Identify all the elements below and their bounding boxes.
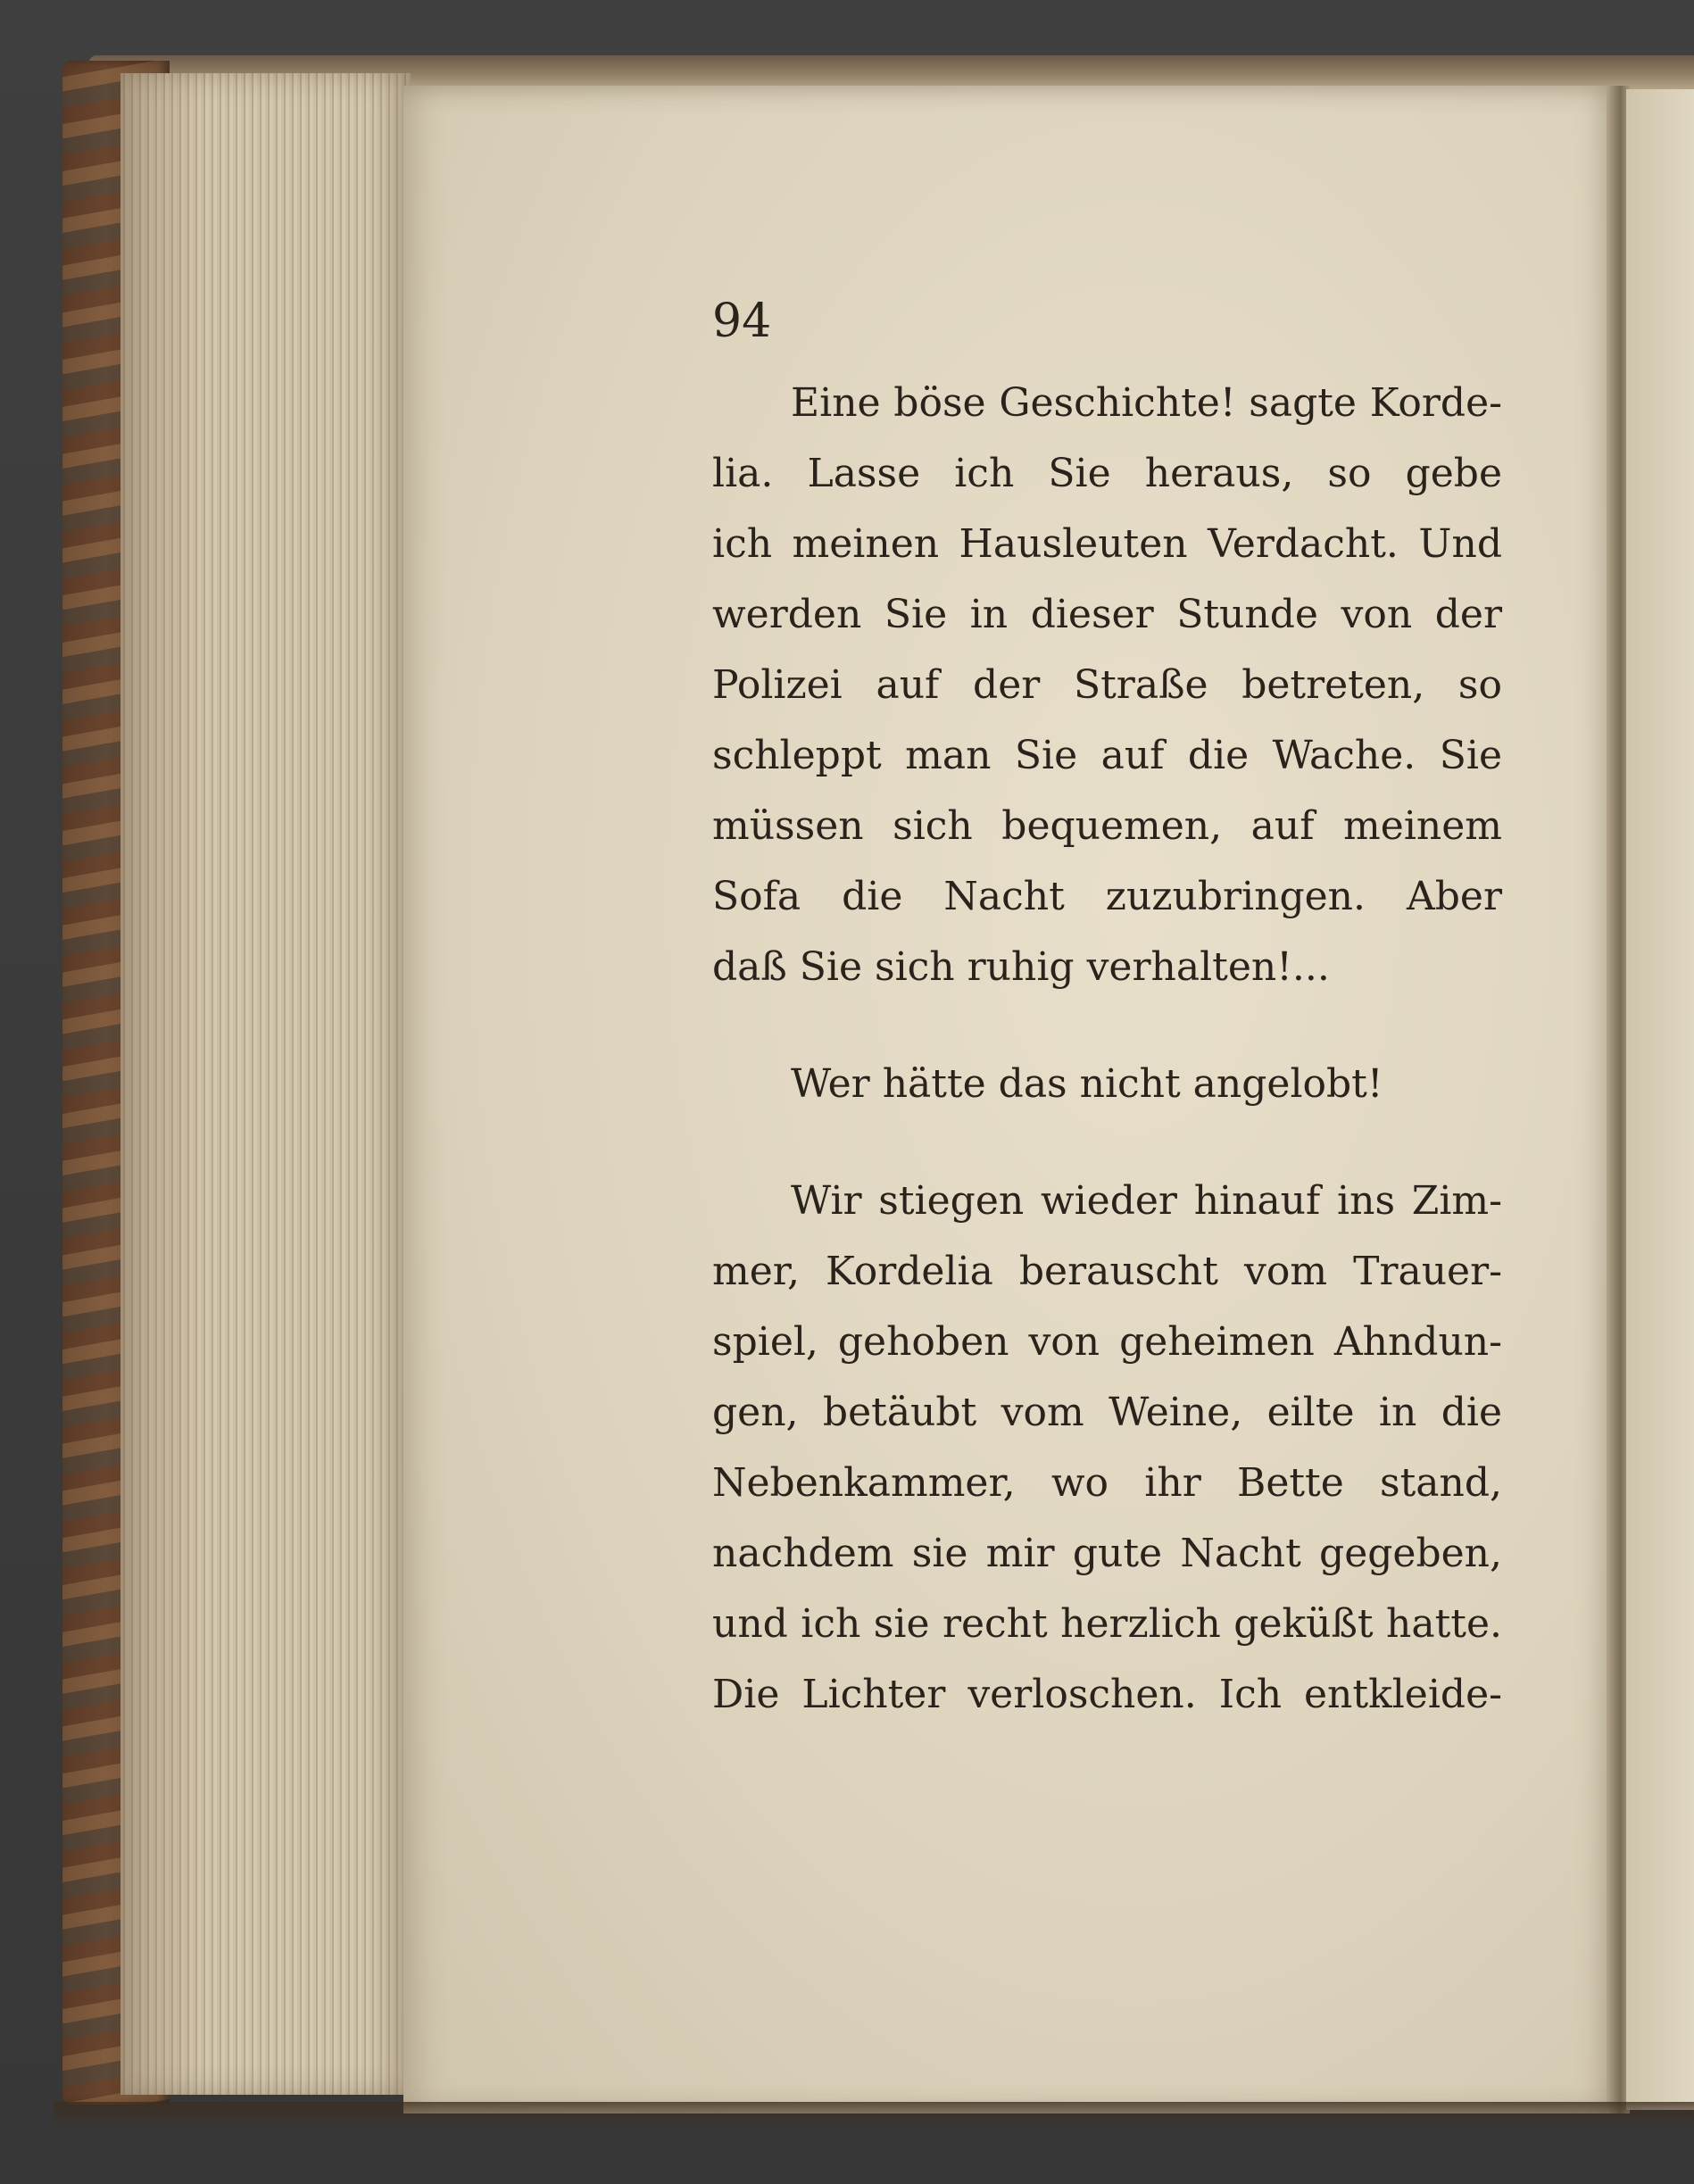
text-line: spiel, gehoben von geheimen Ahndun-	[712, 1319, 1502, 1365]
page-number: 94	[712, 295, 772, 348]
paragraph-2	[712, 1049, 1502, 1119]
text-line: Wer hätte das nicht angelobt!	[791, 1061, 1383, 1107]
text-line: Sofa die Nacht zuzubringen. Aber	[712, 874, 1502, 919]
text-line: ich meinen Hausleuten Verdacht. Und	[712, 521, 1502, 567]
text-line: schleppt man Sie auf die Wache. Sie	[712, 733, 1502, 778]
paragraph-3	[712, 1166, 1502, 1730]
text-line: Polizei auf der Straße betreten, so	[712, 662, 1502, 708]
text-line: Die Lichter verloschen. Ich entkleide-	[712, 1672, 1502, 1717]
facing-page-edge	[1626, 89, 1694, 2110]
page-text	[712, 295, 1502, 1730]
text-line: Eine böse Geschichte! sagte Korde-	[791, 380, 1502, 426]
bottom-shadow	[54, 2102, 1694, 2129]
text-line: Nebenkammer, wo ihr Bette stand,	[712, 1460, 1502, 1506]
text-line: nachdem sie mir gute Nacht gegeben,	[712, 1531, 1502, 1576]
text-line: mer, Kordelia berauscht vom Trauer-	[712, 1249, 1502, 1294]
text-line: und ich sie recht herzlich geküßt hatte.	[712, 1601, 1502, 1647]
text-line: müssen sich bequemen, auf meinem	[712, 803, 1502, 849]
text-line: Wir stiegen wieder hinauf ins Zim-	[791, 1178, 1502, 1224]
paragraph-1	[712, 368, 1502, 1002]
page-edges-stack	[120, 73, 411, 2095]
text-line: lia. Lasse ich Sie heraus, so gebe	[712, 451, 1502, 496]
text-line: werden Sie in dieser Stunde von der	[712, 592, 1502, 637]
text-line: daß Sie sich ruhig verhalten!...	[712, 944, 1330, 990]
text-line: gen, betäubt vom Weine, eilte in die	[712, 1390, 1502, 1435]
